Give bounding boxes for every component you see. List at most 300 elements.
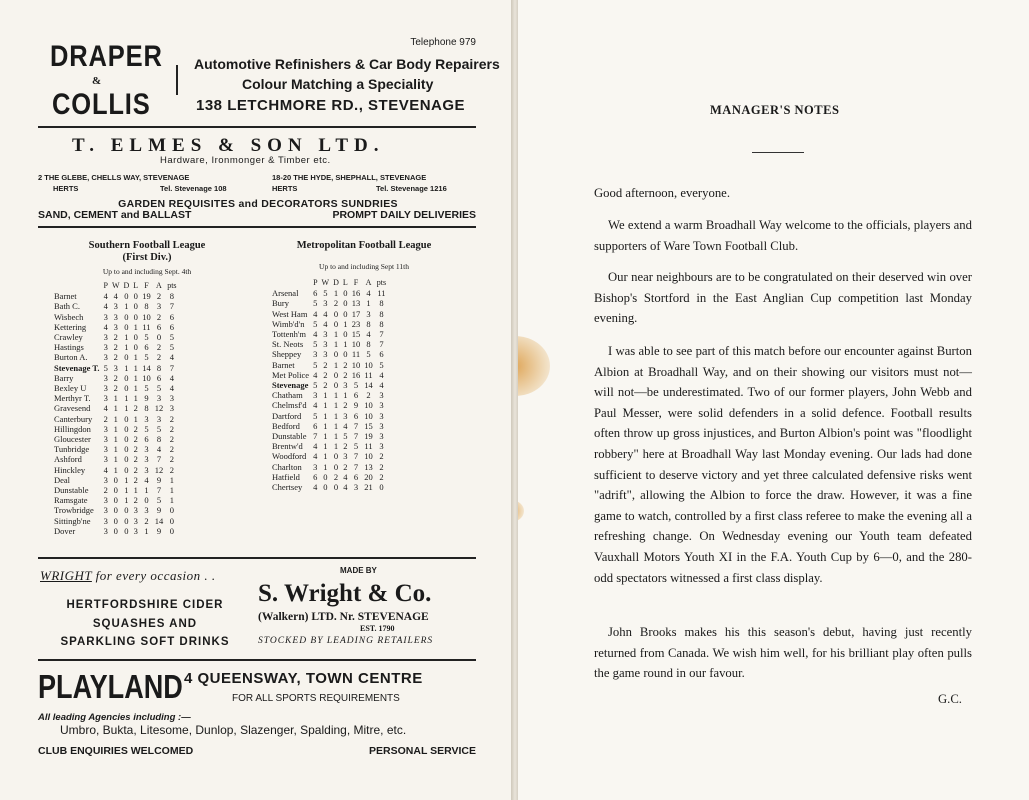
table-cell: 1 xyxy=(124,332,129,343)
table-cell: 4 xyxy=(313,441,318,452)
table-row xyxy=(54,516,179,526)
team-name: Chelmsf'd xyxy=(272,400,307,411)
table-cell: 6 xyxy=(144,342,149,353)
table-cell: 2 xyxy=(133,464,138,475)
table-cell: 5 xyxy=(366,349,371,360)
table-cell: 1 xyxy=(133,362,138,373)
team-name: Chertsey xyxy=(272,482,303,493)
table-row xyxy=(54,403,179,413)
team-name: Tottenh'm xyxy=(272,329,306,340)
table-cell: 3 xyxy=(103,383,108,394)
table-cell: 0 xyxy=(169,515,174,526)
column-header: pts xyxy=(167,281,177,290)
table-cell: 2 xyxy=(113,342,118,353)
product-line: SQUASHES AND xyxy=(92,617,198,630)
table-cell: 0 xyxy=(343,329,348,340)
table-cell: 10 xyxy=(142,372,151,383)
table-cell: 0 xyxy=(124,372,129,383)
table-cell: 0 xyxy=(343,349,348,360)
table-cell: 2 xyxy=(113,372,118,383)
table-cell: 4 xyxy=(113,291,118,302)
table-cell: 1 xyxy=(323,461,328,472)
table-cell: 0 xyxy=(124,505,129,516)
table-cell: 0 xyxy=(333,318,339,329)
team-name: Met Police xyxy=(272,369,310,380)
column-header: pts xyxy=(376,278,387,287)
table-cell: 5 xyxy=(313,410,318,421)
table-cell: 0 xyxy=(333,482,339,493)
team-name: Crawley xyxy=(54,332,83,343)
table-cell: 4 xyxy=(323,318,328,329)
table-cell: 0 xyxy=(133,342,138,353)
table-cell: 5 xyxy=(353,441,359,452)
table-cell: 4 xyxy=(169,383,174,394)
table-cell: 3 xyxy=(113,321,118,332)
table-cell: 5 xyxy=(144,352,149,363)
team-name: Bath C. xyxy=(54,301,80,312)
header-team xyxy=(54,281,102,291)
table-cell: 0 xyxy=(343,308,348,319)
table-cell: 2 xyxy=(343,461,348,472)
table-cell: 5 xyxy=(343,431,348,442)
table-cell: 0 xyxy=(124,352,129,363)
table-row xyxy=(54,393,179,403)
table-cell: 2 xyxy=(169,434,174,445)
table-cell: 5 xyxy=(323,288,328,299)
table-cell: 6 xyxy=(353,390,359,401)
team-name: Dunstable xyxy=(54,485,89,496)
divider-rule xyxy=(38,126,476,128)
table-cell: 3 xyxy=(144,413,149,424)
table-cell: 4 xyxy=(103,464,108,475)
table-cell: 3 xyxy=(103,474,108,485)
table-cell: 0 xyxy=(333,369,339,380)
table-cell: 5 xyxy=(103,362,108,373)
table-cell: 2 xyxy=(323,380,328,391)
elmes-garden: GARDEN REQUISITES and DECORATORS SUNDRIES xyxy=(118,198,398,210)
column-header: D xyxy=(123,281,130,290)
table-row xyxy=(272,482,388,492)
table-row xyxy=(272,472,388,482)
table-cell: 3 xyxy=(144,464,149,475)
table-cell: 6 xyxy=(169,311,174,322)
table-cell: 4 xyxy=(323,308,328,319)
table-cell: 3 xyxy=(103,372,108,383)
table-cell: 14 xyxy=(364,380,373,391)
table-cell: 11 xyxy=(364,441,373,452)
table-cell: 8 xyxy=(144,301,149,312)
table-cell: 2 xyxy=(133,454,138,465)
table-cell: 10 xyxy=(364,359,373,370)
table-cell: 5 xyxy=(313,318,318,329)
table-cell: 0 xyxy=(333,461,339,472)
table-cell: 2 xyxy=(343,359,348,370)
elmes-name: T. ELMES & SON LTD. xyxy=(72,135,385,156)
notes-paragraph: We extend a warm Broadhall Way welcome to the officials, players and supporters of Ware Town Football Club. xyxy=(594,218,972,253)
column-header: W xyxy=(321,278,330,287)
table-cell: 11 xyxy=(142,321,151,332)
table-cell: 1 xyxy=(133,383,138,394)
table-cell: 1 xyxy=(169,495,174,506)
elmes-sand: SAND, CEMENT and BALLAST xyxy=(38,209,192,221)
table-cell: 3 xyxy=(144,505,149,516)
table-cell: 2 xyxy=(133,474,138,485)
product-line: HERTFORDSHIRE CIDER xyxy=(66,599,224,611)
table-cell: 4 xyxy=(343,420,348,431)
draper-line2: Colour Matching a Speciality xyxy=(242,76,434,92)
table-cell: 1 xyxy=(333,339,339,350)
table-cell: 1 xyxy=(133,321,138,332)
table-cell: 1 xyxy=(333,410,339,421)
table-row xyxy=(272,462,388,472)
table-cell: 1 xyxy=(333,390,339,401)
table-cell: 2 xyxy=(169,464,174,475)
elmes-herts-left: HERTS xyxy=(53,184,79,193)
table-cell: 3 xyxy=(313,349,318,360)
table-cell: 5 xyxy=(313,339,318,350)
table-cell: 3 xyxy=(379,441,384,452)
table-cell: 1 xyxy=(113,434,118,445)
elmes-address-right: 18-20 THE HYDE, SHEPHALL, STEVENAGE xyxy=(272,173,427,182)
table-row xyxy=(272,288,388,298)
team-name: Bedford xyxy=(272,420,300,431)
table-cell: 3 xyxy=(379,400,384,411)
table-cell: 0 xyxy=(343,298,348,309)
table-cell: 3 xyxy=(133,505,138,516)
column-header: A xyxy=(156,281,162,290)
table-cell: 3 xyxy=(103,423,108,434)
table-cell: 8 xyxy=(366,318,371,329)
table-row xyxy=(54,495,179,505)
table-cell: 7 xyxy=(353,420,359,431)
playland-brands: Umbro, Bukta, Litesome, Dunlop, Slazenger, Spalding, Mitre, etc. xyxy=(60,723,407,737)
table-cell: 1 xyxy=(323,431,328,442)
wright-slogan-text: for every occasion . . xyxy=(91,568,216,583)
column-header: W xyxy=(111,281,120,290)
metropolitan-subtitle: Up to and including Sept 11th xyxy=(319,262,409,271)
table-cell: 5 xyxy=(144,423,149,434)
table-cell: 7 xyxy=(379,339,384,350)
column-header: L xyxy=(342,278,348,287)
team-name: St. Neots xyxy=(272,339,304,350)
table-cell: 7 xyxy=(156,485,162,496)
table-cell: 5 xyxy=(144,383,149,394)
left-page xyxy=(0,0,512,800)
team-name: Dunstable xyxy=(272,431,307,442)
table-cell: 5 xyxy=(353,380,359,391)
table-cell: 2 xyxy=(156,291,162,302)
team-name: Arsenal xyxy=(272,288,299,299)
table-cell: 0 xyxy=(133,311,138,322)
table-cell: 3 xyxy=(379,431,384,442)
table-row xyxy=(272,370,388,380)
table-cell: 0 xyxy=(169,505,174,516)
table-cell: 1 xyxy=(323,441,328,452)
table-row xyxy=(272,309,388,319)
table-cell: 10 xyxy=(142,311,151,322)
table-cell: 2 xyxy=(169,423,174,434)
team-name: Wimb'd'n xyxy=(272,318,305,329)
table-cell: 1 xyxy=(133,485,138,496)
team-name: Brentw'd xyxy=(272,441,303,452)
table-cell: 2 xyxy=(333,471,339,482)
table-cell: 4 xyxy=(313,369,318,380)
team-name: Trowbridge xyxy=(54,505,94,516)
table-cell: 1 xyxy=(113,444,118,455)
table-row xyxy=(272,390,388,400)
table-cell: 2 xyxy=(156,342,162,353)
team-name: Dartford xyxy=(272,410,302,421)
team-name: Tunbridge xyxy=(54,444,90,455)
table-cell: 6 xyxy=(379,349,384,360)
team-name: Stevenage xyxy=(272,380,309,391)
table-cell: 2 xyxy=(113,352,118,363)
draper-address: 138 LETCHMORE RD., STEVENAGE xyxy=(196,97,466,114)
table-cell: 1 xyxy=(113,403,118,414)
table-row xyxy=(54,424,179,434)
table-cell: 4 xyxy=(313,400,318,411)
table-cell: 10 xyxy=(364,451,373,462)
team-name: West Ham xyxy=(272,308,308,319)
table-cell: 4 xyxy=(313,451,318,462)
table-cell: 16 xyxy=(351,288,361,299)
wright-slogan xyxy=(40,568,216,584)
table-cell: 13 xyxy=(351,298,361,309)
table-cell: 4 xyxy=(103,403,108,414)
table-cell: 3 xyxy=(144,454,149,465)
table-cell: 3 xyxy=(313,390,318,401)
elmes-tagline: Hardware, Ironmonger & Timber etc. xyxy=(160,155,331,166)
table-cell: 3 xyxy=(103,454,108,465)
table-cell: 6 xyxy=(169,321,174,332)
table-cell: 7 xyxy=(169,301,174,312)
playland-sub: FOR ALL SPORTS REQUIREMENTS xyxy=(232,693,400,704)
table-row xyxy=(272,298,388,308)
table-row xyxy=(272,339,388,349)
table-cell: 1 xyxy=(333,400,339,411)
table-cell: 1 xyxy=(323,410,328,421)
made-by: MADE BY xyxy=(340,566,377,575)
table-cell: 0 xyxy=(124,434,129,445)
table-cell: 6 xyxy=(353,410,359,421)
table-cell: 1 xyxy=(124,474,129,485)
table-row xyxy=(272,400,388,410)
table-row xyxy=(54,363,179,373)
table-cell: 3 xyxy=(133,525,138,536)
table-row xyxy=(54,332,179,342)
table-cell: 1 xyxy=(169,485,174,496)
wright-walkern: (Walkern) LTD. Nr. STEVENAGE xyxy=(258,611,429,623)
column-header: F xyxy=(144,281,149,290)
column-header: F xyxy=(353,278,359,287)
team-name: Charlton xyxy=(272,461,302,472)
table-cell: 3 xyxy=(379,420,384,431)
table-cell: 1 xyxy=(113,413,118,424)
table-cell: 7 xyxy=(353,451,359,462)
table-cell: 0 xyxy=(124,464,129,475)
table-cell: 23 xyxy=(351,318,361,329)
table-cell: 1 xyxy=(124,495,129,506)
table-cell: 8 xyxy=(379,318,384,329)
elmes-tel-left: Tel. Stevenage 108 xyxy=(160,184,227,193)
table-cell: 1 xyxy=(333,359,339,370)
table-row xyxy=(54,485,179,495)
table-cell: 2 xyxy=(144,515,149,526)
table-cell: 3 xyxy=(156,413,162,424)
table-cell: 1 xyxy=(133,413,138,424)
wright-brand: WRIGHT xyxy=(40,568,92,583)
table-row xyxy=(54,322,179,332)
team-name: Ashford xyxy=(54,454,82,465)
table-cell: 5 xyxy=(156,495,162,506)
table-cell: 8 xyxy=(144,403,149,414)
table-row xyxy=(272,360,388,370)
team-name: Gravesend xyxy=(54,403,91,414)
table-cell: 2 xyxy=(103,413,108,424)
southern-subtitle: Up to and including Sept. 4th xyxy=(102,267,192,276)
team-name: Gloucester xyxy=(54,434,91,445)
table-cell: 3 xyxy=(169,403,174,414)
column-header: P xyxy=(103,281,108,290)
table-cell: 1 xyxy=(333,420,339,431)
table-cell: 0 xyxy=(124,291,129,302)
team-name: Sittingb'ne xyxy=(54,515,91,526)
table-cell: 7 xyxy=(353,431,359,442)
notes-paragraph: Good afternoon, everyone. xyxy=(594,186,730,200)
elmes-address-left: 2 THE GLEBE, CHELLS WAY, STEVENAGE xyxy=(38,173,190,182)
table-cell: 3 xyxy=(103,393,108,404)
table-cell: 4 xyxy=(343,471,348,482)
table-cell: 4 xyxy=(169,352,174,363)
table-cell: 9 xyxy=(156,505,162,516)
table-cell: 3 xyxy=(103,434,108,445)
team-name: Bexley U xyxy=(54,383,87,394)
team-name: Wisbech xyxy=(54,311,84,322)
table-cell: 3 xyxy=(103,495,108,506)
table-cell: 15 xyxy=(364,420,373,431)
table-cell: 2 xyxy=(343,400,348,411)
table-row xyxy=(272,451,388,461)
table-cell: 1 xyxy=(124,393,129,404)
table-cell: 0 xyxy=(124,515,129,526)
table-cell: 2 xyxy=(343,441,348,452)
table-cell: 1 xyxy=(113,454,118,465)
table-row xyxy=(272,421,388,431)
table-cell: 3 xyxy=(103,505,108,516)
table-cell: 21 xyxy=(364,482,373,493)
table-cell: 4 xyxy=(313,482,318,493)
table-cell: 2 xyxy=(133,423,138,434)
table-row xyxy=(54,352,179,362)
table-cell: 5 xyxy=(379,359,384,370)
southern-title: Southern Football League xyxy=(88,240,206,251)
team-name: Barnet xyxy=(272,359,295,370)
table-row xyxy=(54,465,179,475)
table-row xyxy=(272,349,388,359)
table-header-row xyxy=(54,281,179,291)
table-cell: 0 xyxy=(323,482,328,493)
table-row xyxy=(54,291,179,301)
draper-line1: Automotive Refinishers & Car Body Repairers xyxy=(194,56,500,72)
table-cell: 0 xyxy=(333,380,339,391)
table-cell: 2 xyxy=(169,444,174,455)
table-cell: 4 xyxy=(156,444,162,455)
table-cell: 0 xyxy=(124,413,129,424)
elmes-tel-right: Tel. Stevenage 1216 xyxy=(376,184,447,193)
table-cell: 3 xyxy=(323,329,328,340)
table-header-row xyxy=(272,278,388,288)
table-cell: 1 xyxy=(124,342,129,353)
table-cell: 5 xyxy=(144,332,149,343)
table-cell: 5 xyxy=(313,359,318,370)
table-cell: 2 xyxy=(133,403,138,414)
ad-divider xyxy=(176,65,178,95)
table-cell: 1 xyxy=(113,464,118,475)
table-cell: 1 xyxy=(113,423,118,434)
table-row xyxy=(54,526,179,536)
table-cell: 1 xyxy=(113,393,118,404)
table-cell: 0 xyxy=(124,423,129,434)
table-cell: 1 xyxy=(133,352,138,363)
table-cell: 5 xyxy=(156,383,162,394)
table-cell: 3 xyxy=(343,451,348,462)
table-cell: 2 xyxy=(169,454,174,465)
table-cell: 2 xyxy=(133,434,138,445)
table-cell: 1 xyxy=(333,288,339,299)
table-row xyxy=(54,312,179,322)
southern-league-table xyxy=(54,281,179,536)
table-row xyxy=(272,431,388,441)
table-cell: 4 xyxy=(366,288,371,299)
table-cell: 2 xyxy=(333,298,339,309)
column-header: D xyxy=(333,278,339,287)
table-cell: 14 xyxy=(142,362,151,373)
table-cell: 0 xyxy=(113,495,118,506)
table-cell: 1 xyxy=(366,298,371,309)
team-name: Woodford xyxy=(272,451,307,462)
table-cell: 10 xyxy=(364,400,373,411)
table-cell: 0 xyxy=(343,288,348,299)
table-cell: 3 xyxy=(113,362,118,373)
table-cell: 3 xyxy=(103,311,108,322)
table-cell: 0 xyxy=(124,525,129,536)
table-cell: 4 xyxy=(313,308,318,319)
table-cell: 0 xyxy=(133,332,138,343)
table-cell: 3 xyxy=(113,311,118,322)
table-cell: 1 xyxy=(124,403,129,414)
table-cell: 1 xyxy=(133,393,138,404)
table-cell: 6 xyxy=(353,471,359,482)
table-cell: 5 xyxy=(313,298,318,309)
table-cell: 4 xyxy=(103,291,108,302)
column-header: P xyxy=(313,278,318,287)
team-name: Hastings xyxy=(54,342,84,353)
table-row xyxy=(272,329,388,339)
table-row xyxy=(54,434,179,444)
table-row xyxy=(54,373,179,383)
signature: G.C. xyxy=(938,692,962,706)
table-row xyxy=(54,454,179,464)
table-cell: 0 xyxy=(124,444,129,455)
table-cell: 6 xyxy=(313,471,318,482)
table-cell: 0 xyxy=(333,451,339,462)
table-cell: 3 xyxy=(343,380,348,391)
table-cell: 0 xyxy=(124,454,129,465)
column-header: L xyxy=(133,281,139,290)
table-cell: 0 xyxy=(113,474,118,485)
table-cell: 6 xyxy=(313,288,318,299)
table-cell: 4 xyxy=(366,329,371,340)
